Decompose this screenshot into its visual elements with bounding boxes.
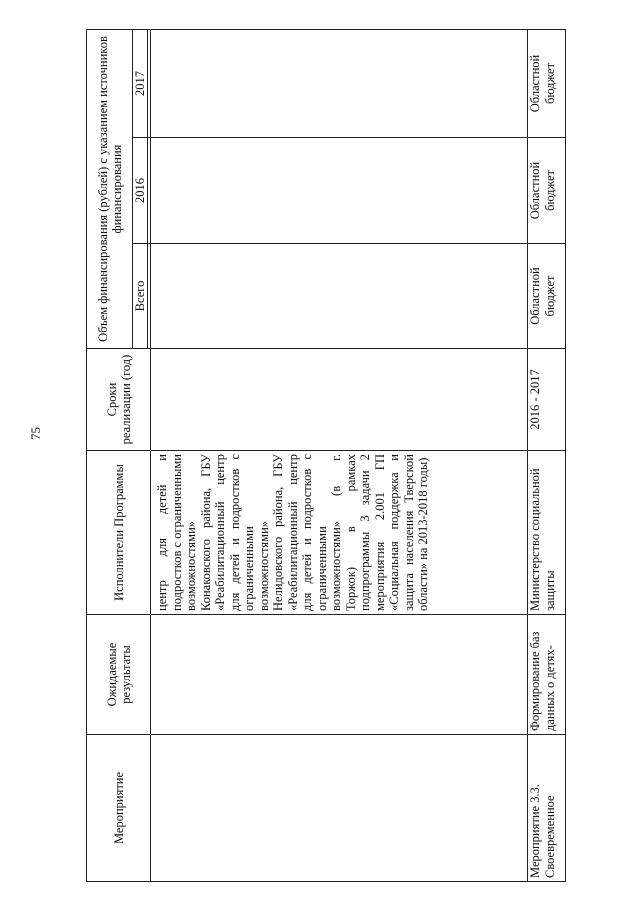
header-total: Всего: [133, 244, 148, 349]
header-expected-results: Ожидаемые результаты: [87, 615, 151, 735]
header-year-2017: 2017: [133, 29, 148, 137]
total-cell: Областной бюджет: [528, 244, 566, 349]
header-terms: Сроки реализации (год): [87, 349, 151, 451]
executors-cell: центр для детей и подростков с ограниченными возможностями» Конаковского района, ГБУ «Реабилитационный центр для детей и подростков с ограниченными возможностями» Нелидовского района, ГБУ «Реабилитационный центр для детей и подростков с ограниченными возможностями» (в г. Торжок) в рамках подпрограммы 3 задачи 2 мероприятия 2.001 ГП «Социальная поддержка и защита населения Тверской области» на 2013-2018 годы): [151, 451, 528, 615]
year-2016-cell: [151, 138, 528, 244]
expected-results-cell: Формирование баз данных о детях-: [528, 615, 566, 735]
table-row: [151, 29, 528, 881]
table-row: [528, 29, 566, 881]
page-number: 75: [28, 427, 43, 440]
measure-cell: [151, 735, 528, 882]
header-executors: Исполнители Программы: [87, 451, 151, 615]
year-2017-cell: [151, 29, 528, 137]
header-year-2016: 2016: [133, 138, 148, 244]
rotated-page: [86, 30, 564, 882]
executors-cell: Министерство социальной защиты: [528, 451, 566, 615]
terms-cell: [151, 349, 528, 451]
year-2016-cell: Областной бюджет: [528, 138, 566, 244]
program-table: [86, 29, 566, 882]
measure-cell: Мероприятие 3.3. Своевременное: [528, 735, 566, 882]
year-2017-cell: Областной бюджет: [528, 29, 566, 137]
expected-results-cell: [151, 615, 528, 735]
header-measure: Мероприятие: [87, 735, 151, 882]
total-cell: [151, 244, 528, 349]
terms-cell: 2016 - 2017: [528, 349, 566, 451]
header-funding: Объем финансирования (рублей) с указанием источников финансирования: [87, 29, 133, 348]
